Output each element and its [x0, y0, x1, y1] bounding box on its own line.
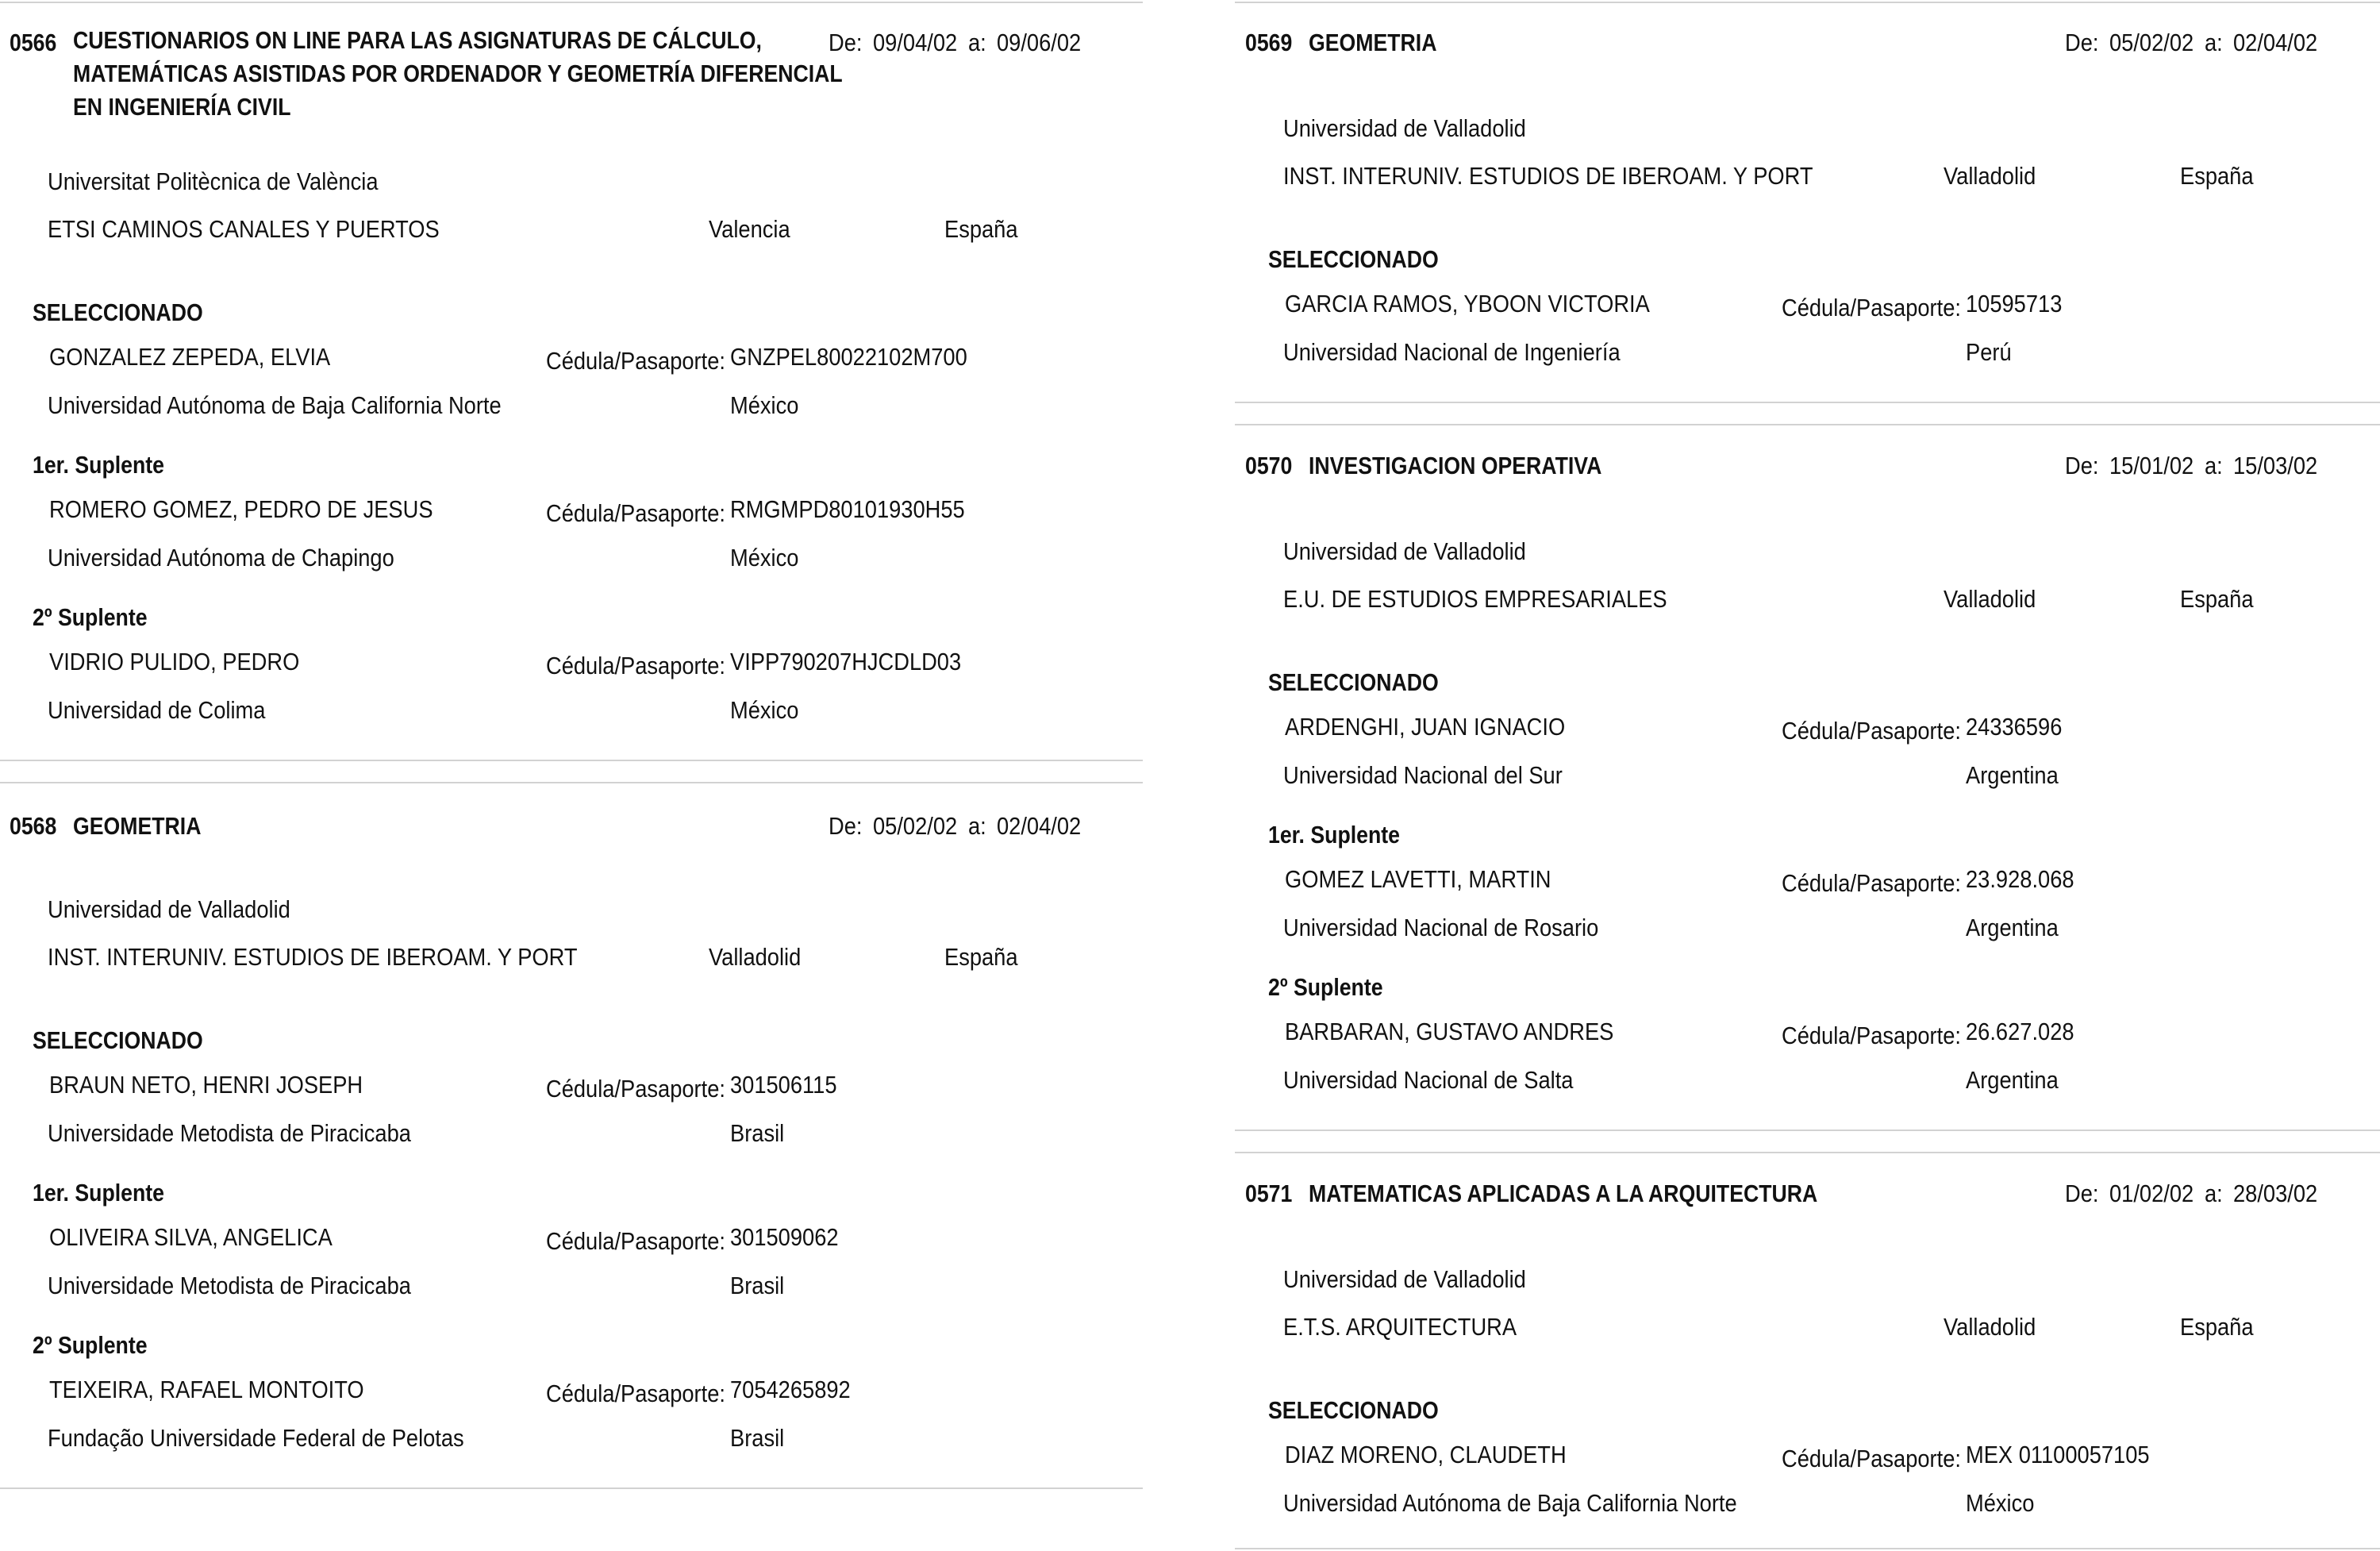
- candidate-country: Argentina: [1966, 761, 2059, 789]
- divider: [0, 760, 1143, 761]
- role-alt2: 2º Suplente: [33, 603, 148, 631]
- candidate-university: Universidad Autónoma de Baja California Norte: [48, 391, 502, 419]
- candidate-country: Brasil: [730, 1272, 785, 1299]
- role-alt1: 1er. Suplente: [1268, 821, 1400, 849]
- date-from: 15/01/02: [2109, 452, 2194, 479]
- date-from-label: De:: [2065, 29, 2099, 56]
- id-label: Cédula/Pasaporte:: [1782, 1022, 1961, 1049]
- record-title: GEOMETRIA: [1309, 29, 1437, 56]
- candidate-university: Universidad Nacional de Ingeniería: [1283, 338, 1621, 366]
- host-university: Universidad de Valladolid: [1283, 537, 1526, 565]
- candidate-university: Fundação Universidade Federal de Pelotas: [48, 1424, 464, 1452]
- candidate-name: BARBARAN, GUSTAVO ANDRES: [1285, 1018, 1614, 1045]
- record-code: 0568: [10, 812, 57, 840]
- host-country: España: [944, 943, 1018, 971]
- host-university: Universidad de Valladolid: [1283, 114, 1526, 142]
- role-alt1: 1er. Suplente: [33, 1179, 164, 1207]
- candidate-name: VIDRIO PULIDO, PEDRO: [49, 648, 300, 675]
- date-from: 09/04/02: [873, 29, 958, 56]
- candidate-country: México: [730, 696, 799, 724]
- candidate-university: Universidad Autónoma de Chapingo: [48, 544, 394, 572]
- host-school: E.U. DE ESTUDIOS EMPRESARIALES: [1283, 585, 1667, 613]
- id-label: Cédula/Pasaporte:: [1782, 294, 1961, 321]
- id-label: Cédula/Pasaporte:: [546, 347, 725, 375]
- date-to: 02/04/02: [997, 812, 1082, 840]
- divider: [0, 782, 1143, 783]
- host-city: Valladolid: [709, 943, 802, 971]
- id-label: Cédula/Pasaporte:: [546, 1227, 725, 1255]
- candidate-id: 301506115: [730, 1071, 837, 1099]
- role-alt1: 1er. Suplente: [33, 451, 164, 479]
- role-selected: SELECCIONADO: [33, 298, 203, 326]
- candidate-name: GONZALEZ ZEPEDA, ELVIA: [49, 343, 331, 371]
- date-from-label: De:: [829, 29, 863, 56]
- host-school: INST. INTERUNIV. ESTUDIOS DE IBEROAM. Y PORT: [1283, 162, 1813, 190]
- date-from: 01/02/02: [2109, 1180, 2194, 1207]
- date-from-label: De:: [829, 812, 863, 840]
- date-to-label: a:: [968, 29, 986, 56]
- date-to: 02/04/02: [2233, 29, 2318, 56]
- divider: [0, 2, 1143, 3]
- record-code: 0571: [1245, 1180, 1293, 1207]
- divider: [1235, 424, 2380, 425]
- candidate-country: México: [730, 391, 799, 419]
- id-label: Cédula/Pasaporte:: [1782, 717, 1961, 745]
- candidate-id: 301509062: [730, 1223, 839, 1251]
- candidate-name: BRAUN NETO, HENRI JOSEPH: [49, 1071, 363, 1099]
- date-to: 15/03/02: [2233, 452, 2318, 479]
- date-from-label: De:: [2065, 452, 2099, 479]
- host-country: España: [2180, 162, 2254, 190]
- candidate-university: Universidade Metodista de Piracicaba: [48, 1272, 411, 1299]
- candidate-university: Universidad Nacional del Sur: [1283, 761, 1563, 789]
- divider: [1235, 2, 2380, 3]
- candidate-name: GOMEZ LAVETTI, MARTIN: [1285, 865, 1551, 893]
- candidate-country: Argentina: [1966, 1066, 2059, 1094]
- host-school: E.T.S. ARQUITECTURA: [1283, 1313, 1517, 1341]
- date-to-label: a:: [2205, 29, 2223, 56]
- candidate-id: 7054265892: [730, 1376, 851, 1403]
- date-to: 28/03/02: [2233, 1180, 2318, 1207]
- role-alt2: 2º Suplente: [33, 1331, 148, 1359]
- record-title: CUESTIONARIOS ON LINE PARA LAS ASIGNATURAS DE CÁLCULO, MATEMÁTICAS ASISTIDAS POR ORDENADOR Y GEOMETRÍA DIFERENCIAL EN INGENIERÍA CIVIL: [73, 26, 843, 121]
- date-from-label: De:: [2065, 1180, 2099, 1207]
- date-to-label: a:: [2205, 452, 2223, 479]
- candidate-university: Universidad Nacional de Salta: [1283, 1066, 1574, 1094]
- host-city: Valladolid: [1944, 162, 2036, 190]
- divider: [1235, 402, 2380, 403]
- host-city: Valencia: [709, 215, 790, 243]
- candidate-id: 24336596: [1966, 713, 2063, 741]
- record-title: INVESTIGACION OPERATIVA: [1309, 452, 1602, 479]
- host-school: INST. INTERUNIV. ESTUDIOS DE IBEROAM. Y PORT: [48, 943, 578, 971]
- host-country: España: [2180, 585, 2254, 613]
- id-label: Cédula/Pasaporte:: [1782, 1445, 1961, 1472]
- candidate-university: Universidad Nacional de Rosario: [1283, 914, 1599, 941]
- record-title: GEOMETRIA: [73, 812, 202, 840]
- id-label: Cédula/Pasaporte:: [546, 1380, 725, 1407]
- host-university: Universidad de Valladolid: [48, 895, 290, 923]
- candidate-university: Universidad Autónoma de Baja California Norte: [1283, 1489, 1737, 1517]
- candidate-country: Argentina: [1966, 914, 2059, 941]
- host-country: España: [2180, 1313, 2254, 1341]
- host-city: Valladolid: [1944, 585, 2036, 613]
- record-code: 0566: [10, 29, 57, 56]
- host-university: Universitat Politècnica de València: [48, 167, 379, 195]
- role-alt2: 2º Suplente: [1268, 973, 1383, 1001]
- divider: [1235, 1152, 2380, 1153]
- candidate-id: GNZPEL80022102M700: [730, 343, 967, 371]
- date-to-label: a:: [2205, 1180, 2223, 1207]
- divider: [0, 1487, 1143, 1489]
- candidate-country: México: [1966, 1489, 2035, 1517]
- candidate-university: Universidad de Colima: [48, 696, 266, 724]
- record-code: 0569: [1245, 29, 1293, 56]
- role-selected: SELECCIONADO: [33, 1026, 203, 1054]
- candidate-name: OLIVEIRA SILVA, ANGELICA: [49, 1223, 333, 1251]
- candidate-name: GARCIA RAMOS, YBOON VICTORIA: [1285, 290, 1650, 318]
- candidate-name: TEIXEIRA, RAFAEL MONTOITO: [49, 1376, 364, 1403]
- candidate-country: México: [730, 544, 799, 572]
- role-selected: SELECCIONADO: [1268, 1396, 1439, 1424]
- date-to: 09/06/02: [997, 29, 1082, 56]
- candidate-country: Brasil: [730, 1424, 785, 1452]
- candidate-id: VIPP790207HJCDLD03: [730, 648, 962, 675]
- candidate-id: 26.627.028: [1966, 1018, 2074, 1045]
- date-to-label: a:: [968, 812, 986, 840]
- right-column: [1235, 0, 2380, 1551]
- candidate-id: 10595713: [1966, 290, 2063, 318]
- candidate-country: Perú: [1966, 338, 2012, 366]
- date-from: 05/02/02: [2109, 29, 2194, 56]
- host-city: Valladolid: [1944, 1313, 2036, 1341]
- divider: [1235, 1548, 2380, 1549]
- host-university: Universidad de Valladolid: [1283, 1265, 1526, 1293]
- candidate-id: RMGMPD80101930H55: [730, 495, 965, 523]
- host-school: ETSI CAMINOS CANALES Y PUERTOS: [48, 215, 440, 243]
- role-selected: SELECCIONADO: [1268, 245, 1439, 273]
- candidate-name: DIAZ MORENO, CLAUDETH: [1285, 1441, 1567, 1468]
- candidate-name: ROMERO GOMEZ, PEDRO DE JESUS: [49, 495, 433, 523]
- id-label: Cédula/Pasaporte:: [546, 1075, 725, 1103]
- candidate-id: MEX 01100057105: [1966, 1441, 2150, 1468]
- record-title: MATEMATICAS APLICADAS A LA ARQUITECTURA: [1309, 1180, 1818, 1207]
- role-selected: SELECCIONADO: [1268, 668, 1439, 696]
- divider: [1235, 1130, 2380, 1131]
- id-label: Cédula/Pasaporte:: [1782, 869, 1961, 897]
- candidate-university: Universidade Metodista de Piracicaba: [48, 1119, 411, 1147]
- candidate-name: ARDENGHI, JUAN IGNACIO: [1285, 713, 1566, 741]
- host-country: España: [944, 215, 1018, 243]
- date-from: 05/02/02: [873, 812, 958, 840]
- left-column: [0, 0, 1143, 1551]
- id-label: Cédula/Pasaporte:: [546, 652, 725, 679]
- candidate-id: 23.928.068: [1966, 865, 2074, 893]
- id-label: Cédula/Pasaporte:: [546, 499, 725, 527]
- candidate-country: Brasil: [730, 1119, 785, 1147]
- record-code: 0570: [1245, 452, 1293, 479]
